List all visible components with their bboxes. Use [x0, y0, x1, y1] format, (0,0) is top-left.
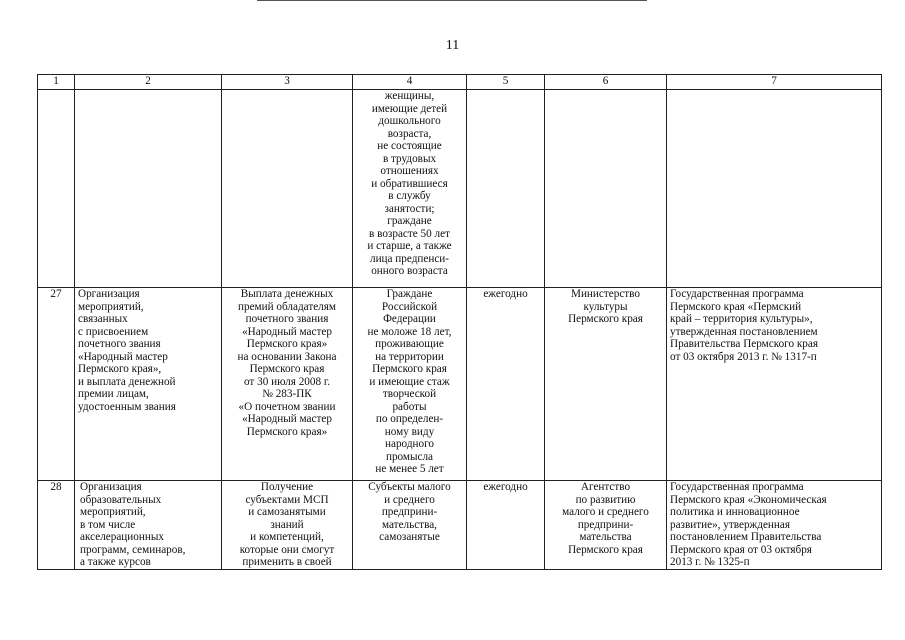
- recipients-cell: Субъекты малого и среднего предприни- мательства, самозанятые: [353, 481, 467, 570]
- event-name-cell: [75, 90, 222, 288]
- recipients-cell: женщины, имеющие детей дошкольного возраста, не состоящие в трудовых отношениях и обратившиеся в службу занятости; граждане в возрасте 50 лет и старше, а также лица предпенси- онного возраста: [353, 90, 467, 288]
- page-number: 11: [445, 38, 460, 53]
- program-cell: Государственная программа Пермского края «Экономическая политика и инновационное развитие», утвержденная постановлением Правительства Пермского края от 03 октября 2013 г. № 1325-п: [667, 481, 882, 570]
- event-name-cell: Организация мероприятий, связанных с присвоением почетного звания «Народный мастер Пермского края», и выплата денежной премии лицам, удостоенным звания: [75, 288, 222, 481]
- support-form-cell: [222, 90, 353, 288]
- column-header: 3: [222, 75, 353, 90]
- table-row: [38, 288, 882, 481]
- column-header: 1: [38, 75, 75, 90]
- executor-cell: [545, 90, 667, 288]
- executor-cell: Агентство по развитию малого и среднего предприни- мательства Пермского края: [545, 481, 667, 570]
- recipients-cell: Граждане Российской Федерации не моложе 18 лет, проживающие на территории Пермского края и имеющие стаж творческой работы по определен- ному виду народного промысла не менее 5 лет: [353, 288, 467, 481]
- support-form-cell: Получение субъектами МСП и самозанятыми знаний и компетенций, которые они смогут применить в своей: [222, 481, 353, 570]
- table-header-row: [38, 75, 882, 90]
- column-header: 2: [75, 75, 222, 90]
- top-rule: [257, 0, 647, 1]
- program-cell: Государственная программа Пермского края «Пермский край – территория культуры», утвержденная постановлением Правительства Пермского края от 03 октября 2013 г. № 1317-п: [667, 288, 882, 481]
- table-row: [38, 90, 882, 288]
- program-cell: [667, 90, 882, 288]
- event-name-cell: Организация образовательных мероприятий, в том числе акселерационных программ, семинаров, а также курсов: [75, 481, 222, 570]
- column-header: 6: [545, 75, 667, 90]
- frequency-cell: ежегодно: [467, 288, 545, 481]
- frequency-cell: [467, 90, 545, 288]
- support-form-cell: Выплата денежных премий обладателям почетного звания «Народный мастер Пермского края» на основании Закона Пермского края от 30 июля 2008 г. № 283-ПК «О почетном звании «Народный мастер Пермского края»: [222, 288, 353, 481]
- document-table: [37, 74, 882, 570]
- frequency-cell: ежегодно: [467, 481, 545, 570]
- row-number-cell: 28: [38, 481, 75, 570]
- row-number-cell: 27: [38, 288, 75, 481]
- column-header: 5: [467, 75, 545, 90]
- executor-cell: Министерство культуры Пермского края: [545, 288, 667, 481]
- row-number-cell: [38, 90, 75, 288]
- table-row: [38, 481, 882, 570]
- column-header: 4: [353, 75, 467, 90]
- column-header: 7: [667, 75, 882, 90]
